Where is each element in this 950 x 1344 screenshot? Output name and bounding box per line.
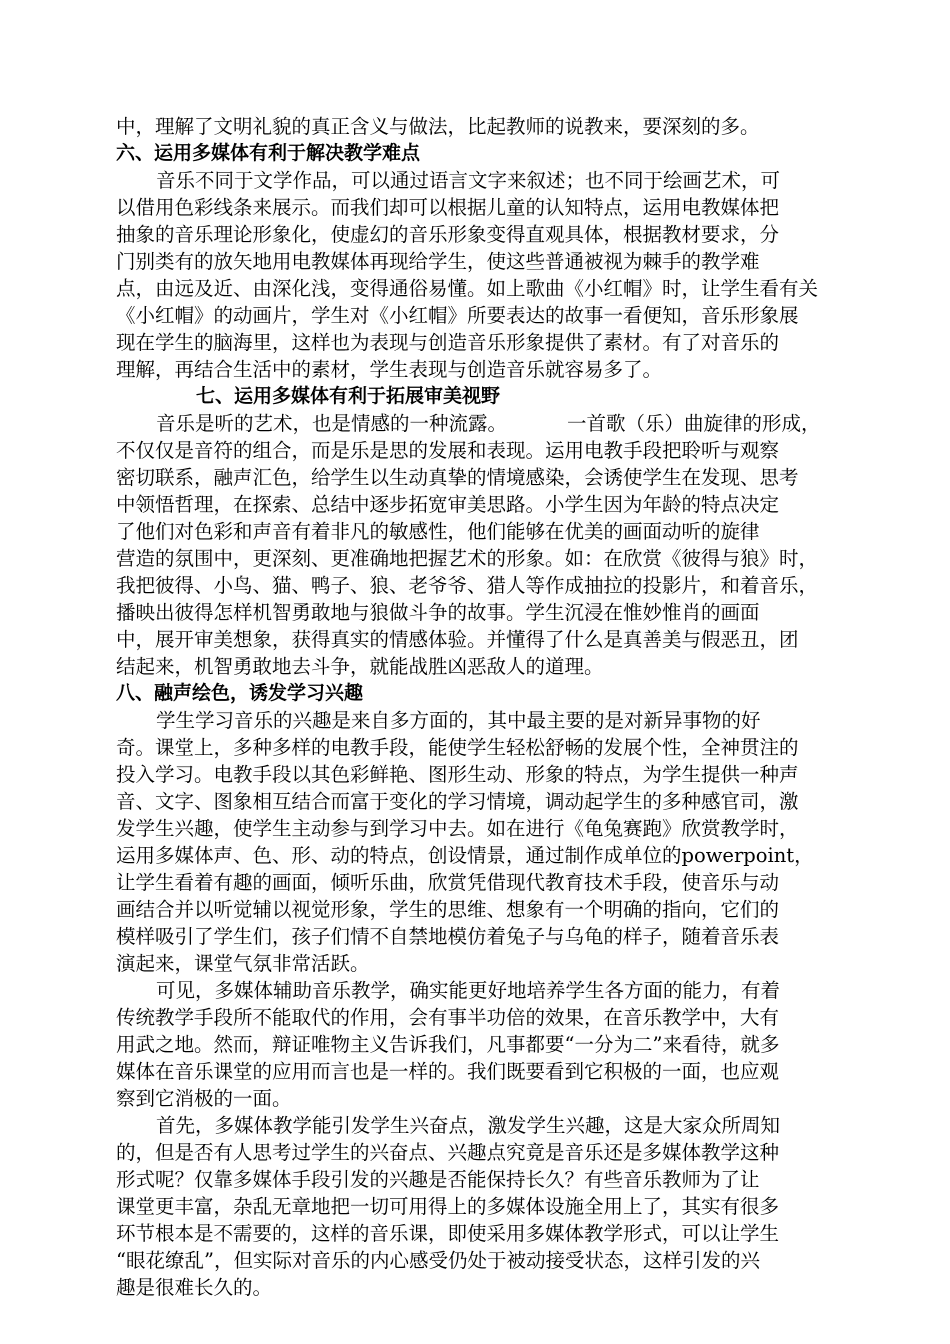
paragraph-line-head: 音乐是听的艺术，也是情感的一种流露。 [156,412,508,435]
paragraph-line: 趣是很难长久的。 [116,1276,273,1299]
paragraph-line: 《小红帽》的动画片，学生对《小红帽》所要表达的故事一看便知，音乐形象展 [116,304,799,327]
section-heading-7: 七、运用多媒体有利于拓展审美视野 [196,385,501,407]
paragraph-line: 模样吸引了学生们，孩子们情不自禁地模仿着兔子与乌龟的样子，随着音乐表 [116,925,780,948]
paragraph-line: 中领悟哲理，在探索、总结中逐步拓宽审美思路。小学生因为年龄的特点决定 [116,493,780,516]
paragraph-line: 首先，多媒体教学能引发学生兴奋点，激发学生兴趣，这是大家众所周知 [156,1114,781,1137]
paragraph-line: 可见，多媒体辅助音乐教学，确实能更好地培养学生各方面的能力，有着 [156,979,781,1002]
paragraph-line: 发学生兴趣，使学生主动参与到学习中去。如在进行《龟兔赛跑》欣赏教学时， [116,817,799,840]
paragraph-line-tail: 一首歌（乐）曲旋律的形成， [567,412,821,435]
paragraph-line: 结起来，机智勇敢地去斗争，就能战胜凶恶敌人的道理。 [116,655,604,678]
paragraph-line: 用武之地。然而，辩证唯物主义告诉我们，凡事都要“一分为二”来看待，就多 [116,1033,780,1056]
paragraph-line: 察到它消极的一面。 [116,1087,292,1110]
paragraph-line: 奇。课堂上，多种多样的电教手段，能使学生轻松舒畅的发展个性，全神贯注的 [116,736,799,759]
paragraph-line: 学生学习音乐的兴趣是来自多方面的，其中最主要的是对新异事物的好 [156,709,761,732]
paragraph-line: 以借用色彩线条来展示。而我们却可以根据儿童的认知特点，运用电教媒体把 [116,196,780,219]
paragraph-line: 环节根本是不需要的，这样的音乐课，即使采用多媒体教学形式，可以让学生 [116,1222,780,1245]
paragraph-line [116,410,862,437]
paragraph-line: 运用多媒体声、色、形、动的特点，创设情景，通过制作成单位的powerpoint， [116,844,814,867]
paragraph-line: 投入学习。电教手段以其色彩鲜艳、图形生动、形象的特点，为学生提供一种声 [116,763,799,786]
paragraph-line: 播映出彼得怎样机智勇敢地与狼做斗争的故事。学生沉浸在惟妙惟肖的画面 [116,601,760,624]
section-heading-6: 六、运用多媒体有利于解决教学难点 [116,142,421,164]
paragraph-line: 点，由远及近、由深化浅，变得通俗易懂。如上歌曲《小红帽》时，让学生看有关 [116,277,819,300]
paragraph-line: “眼花缭乱”，但实际对音乐的内心感受仍处于被动接受状态，这样引发的兴 [116,1249,760,1272]
paragraph-line: 让学生看着有趣的画面，倾听乐曲，欣赏凭借现代教育技术手段，使音乐与动 [116,871,780,894]
paragraph-line: 课堂更丰富，杂乱无章地把一切可用得上的多媒体设施全用上了，其实有很多 [116,1195,780,1218]
paragraph-line: 音乐不同于文学作品，可以通过语言文字来叙述；也不同于绘画艺术，可 [156,169,781,192]
section-heading-8: 八、融声绘色，诱发学习兴趣 [116,682,364,704]
paragraph-line: 密切联系，融声汇色，给学生以生动真挚的情境感染，会诱使学生在发现、思考 [116,466,799,489]
paragraph-line: 传统教学手段所不能取代的作用，会有事半功倍的效果，在音乐教学中，大有 [116,1006,780,1029]
paragraph-line: 门别类有的放矢地用电教媒体再现给学生，使这些普通被视为棘手的教学难 [116,250,760,273]
paragraph-line: 的，但是否有人思考过学生的兴奋点、兴趣点究竟是音乐还是多媒体教学这种 [116,1141,780,1164]
paragraph-line: 形式呢？仅靠多媒体手段引发的兴趣是否能保持长久？有些音乐教师为了让 [116,1168,760,1191]
document-page [116,113,862,1301]
paragraph-line: 中，展开审美想象，获得真实的情感体验。并懂得了什么是真善美与假恶丑，团 [116,628,799,651]
paragraph-line: 媒体在音乐课堂的应用而言也是一样的。我们既要看到它积极的一面，也应观 [116,1060,780,1083]
paragraph-line: 音、文字、图象相互结合而富于变化的学习情境，调动起学生的多种感官司，激 [116,790,799,813]
paragraph-line: 我把彼得、小鸟、猫、鸭子、狼、老爷爷、猎人等作成抽拉的投影片，和着音乐， [116,574,819,597]
paragraph-line: 营造的氛围中，更深刻、更准确地把握艺术的形象。如：在欣赏《彼得与狼》时， [116,547,819,570]
paragraph-line: 理解，再结合生活中的素材，学生表现与创造音乐就容易多了。 [116,358,663,381]
text-line: 中，理解了文明礼貌的真正含义与做法，比起教师的说教来，要深刻的多。 [116,115,760,138]
paragraph-line: 抽象的音乐理论形象化，使虚幻的音乐形象变得直观具体，根据教材要求，分 [116,223,780,246]
paragraph-line: 不仅仅是音符的组合，而是乐是思的发展和表现。运用电教手段把聆听与观察 [116,439,780,462]
paragraph-line: 现在学生的脑海里，这样也为表现与创造音乐形象提供了素材。有了对音乐的 [116,331,780,354]
paragraph-line: 演起来，课堂气氛非常活跃。 [116,952,370,975]
paragraph-line: 画结合并以听觉辅以视觉形象，学生的思维、想象有一个明确的指向，它们的 [116,898,780,921]
paragraph-line: 了他们对色彩和声音有着非凡的敏感性，他们能够在优美的画面动听的旋律 [116,520,760,543]
